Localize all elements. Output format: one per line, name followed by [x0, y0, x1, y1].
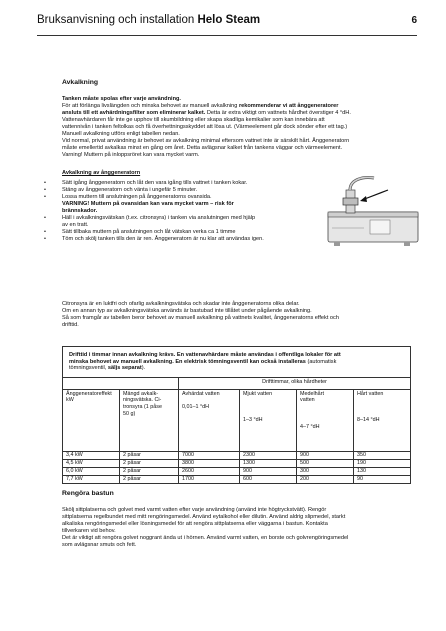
table-cell: 500 [297, 459, 354, 467]
column-header [179, 389, 240, 451]
title-regular: Bruksanvisning och installation [37, 14, 198, 26]
text-run: (automatisk [305, 358, 337, 365]
list-item [44, 228, 264, 236]
header-line [357, 404, 407, 411]
header-line [300, 404, 350, 411]
steam-generator-connection-illustration [300, 168, 420, 250]
table-row [63, 475, 411, 483]
descaling-heading: Avkalkning [62, 79, 99, 86]
header-line [300, 417, 350, 424]
table-cell: 6,0 kW [63, 467, 120, 475]
header-line: Medelhårt [300, 390, 324, 397]
paragraph-line: tillverkaren vid behov. [62, 527, 116, 534]
rinse-heading: Tanken måste spolas efter varje användning. [62, 96, 181, 102]
step-text: Lossa muttern till anslutningen på ånggeneratorns ovansida. [62, 193, 212, 200]
paragraph-line: drifttid. [62, 321, 79, 328]
text-run: måste emellertid avkalkas minst en gång om året. Detta avlägsnar kalket från tankens väggar och värmeelement. [62, 144, 343, 151]
steps-heading: Avkalkning av ånggeneratorn [62, 170, 141, 176]
table-cell: 600 [240, 475, 297, 483]
paragraph-line: Citronsyra är en luktfri och ofarlig avkalkningsvätska och skadar inte ånggeneratorns olika delar. [62, 301, 300, 307]
descaling-steps [44, 180, 264, 243]
hardness-span-header: Drifttimmar, olika hårdheter [179, 377, 411, 389]
header-line: 1–3 °dH [243, 417, 263, 424]
paragraph-line: som avlägsnar smuts och fett. [62, 541, 137, 548]
table-row [63, 459, 411, 467]
table-cell: 3800 [179, 459, 240, 467]
page-number: 6 [411, 15, 417, 26]
table-cell: 4,5 kW [63, 459, 120, 467]
paragraph-line: alkaliska rengöringsmedel eller lösningsmedel för att rengöra sittplatserna eller väggarna i bastun. Kontakta [62, 520, 328, 527]
bullet-icon: • [44, 214, 46, 221]
paragraph-line [62, 152, 351, 159]
bold-run: ansluts till ett avhärdningsfilter som eliminerar kalket. [62, 109, 206, 116]
header-line: tronsyra (1 påse [123, 403, 162, 410]
text-run: Detta är extra viktigt om vattnets hårdhet överstiger 4 °dH. [205, 109, 351, 116]
text-run: vattennivån i tanken feltolkas och få överhettningsskyddet att lösa ut. (Värmeelement går dock sönder efter ett tag.) [62, 123, 348, 130]
text-run: Manuell avkalkning utförs enligt tabellen nedan. [62, 130, 180, 137]
header-line [243, 411, 293, 418]
step-text: Sätt igång ånggeneratorn och låt den vara igång tills vattnet i tanken kokar. [62, 180, 248, 186]
paragraph-line [62, 138, 351, 145]
list-item [44, 214, 264, 222]
text-run: ). [141, 365, 146, 372]
paragraph-line: Det är viktigt att rengöra golvet noggrant ända ut i hörnen. Använd varmt vatten, en borste och golvrengöringsmedel [62, 534, 349, 541]
step-text: Töm och skölj tanken tills den är ren. Ånggeneratorn är nu klar att användas igen. [62, 235, 264, 242]
table-cell: 90 [354, 475, 411, 483]
paragraph-line: Så som framgår av tabellen beror behovet av manuell avkalkning på vattnets kvalitet, ånggeneratorns effekt och [62, 314, 339, 321]
paragraph-line [62, 117, 351, 124]
bullet-icon: • [44, 193, 46, 200]
table-header-row [63, 389, 411, 451]
table-cell: 7000 [179, 451, 240, 459]
list-item [62, 222, 264, 229]
paragraph-line [62, 145, 351, 152]
step-text: VARNING! Muttern på ovansidan kan vara mycket varm – risk för [62, 200, 234, 207]
list-item [44, 235, 264, 243]
citric-acid-paragraph [62, 301, 339, 329]
paragraph-line [62, 131, 351, 138]
table-cell: 2 påsar [120, 475, 179, 483]
note-line [69, 352, 404, 359]
table-cell: 200 [297, 475, 354, 483]
step-text: Sätt tillbaka muttern på anslutningen och låt vätskan verka ca 1 timme [62, 228, 236, 235]
paragraph-line [62, 110, 351, 117]
document-title [37, 14, 260, 26]
paragraph-line: Om en annan typ av avkalkningsvätska används är bastubad inte tillåtet under pågående avkalkning. [62, 307, 312, 314]
table-body [63, 451, 411, 483]
bullet-icon: • [44, 186, 46, 193]
cleaning-paragraph [62, 507, 348, 549]
paragraph-line [62, 103, 351, 110]
bullet-icon: • [44, 228, 46, 235]
table-cell: 130 [354, 467, 411, 475]
bold-run: minska behovet av manuell avkalkning. En elektrisk tömningsventil kan också installeras [69, 358, 306, 365]
table-cell: 190 [354, 459, 411, 467]
paragraph-line: Skölj sittplatserna och golvet med varmt vatten efter varje användning (använd inte högtryckstvätt). Rengör [62, 507, 327, 513]
cleaning-heading: Rengöra bastun [62, 490, 114, 497]
step-text: Stäng av ånggeneratorn och vänta i ungefär 5 minuter. [62, 186, 198, 193]
header-line: vatten [300, 397, 315, 404]
column-header [297, 389, 354, 451]
table-cell: 300 [297, 467, 354, 475]
header-line [357, 411, 407, 418]
table-cell: 2300 [240, 451, 297, 459]
header-line: Avhärdat vatten [182, 390, 220, 397]
text-run: Vid normal, privat användning är behovet av avkalkning minimal eftersom vattnet inte är särskilt hårt. Ånggeneratorn [62, 137, 350, 144]
header-line [357, 397, 407, 404]
header-line: kW [66, 397, 74, 404]
header-line: 4–7 °dH [300, 423, 320, 430]
header-line: 50 g) [123, 410, 136, 417]
header-line [243, 397, 293, 404]
bold-run: rekommenderar vi att ånggeneratorer [238, 103, 339, 109]
text-run: Varning! Muttern på inloppsröret kan vara mycket varm. [62, 151, 200, 158]
paragraph-line [62, 124, 351, 131]
header-line: Ånggeneratoreffekt [66, 390, 112, 397]
table-cell: 350 [354, 451, 411, 459]
table-cell: 7,7 kW [63, 475, 120, 483]
header-line: Mjukt vatten [243, 390, 273, 397]
bold-run: säljs separat [107, 365, 142, 372]
note-line [69, 365, 404, 372]
table-cell: 900 [297, 451, 354, 459]
table-cell: 2 påsar [120, 451, 179, 459]
header-line [182, 397, 236, 404]
descaling-paragraph [62, 103, 351, 159]
header-line [243, 404, 293, 411]
table-cell: 2600 [179, 467, 240, 475]
table-blank [63, 377, 179, 389]
title-bold: Helo Steam [197, 14, 261, 26]
table-cell: 3,4 kW [63, 451, 120, 459]
table-note [63, 347, 411, 378]
list-item [44, 193, 264, 201]
bullet-icon: • [44, 235, 46, 242]
table-cell: 1700 [179, 475, 240, 483]
header-line: Hårt vatten [357, 390, 384, 397]
column-header [240, 389, 297, 451]
table-cell: 2 påsar [120, 459, 179, 467]
text-run: tömningsventil, [69, 365, 108, 372]
column-header [354, 389, 411, 451]
step-text: Häll i avkalkningsvätskan (t.ex. citronsyra) i tanken via anslutningen med hjälp [62, 214, 256, 221]
header-line [300, 411, 350, 418]
descaling-table [62, 346, 410, 484]
table-row [63, 451, 411, 459]
note-line [69, 359, 404, 366]
bullet-icon: • [44, 180, 46, 186]
header-line: 0,01–1 °dH [182, 403, 210, 410]
step-text: av en tratt. [62, 221, 89, 228]
bold-run: Drifttid i timmar innan avkalkning krävs. En vattenavhärdare måste användas i offentliga lokaler för att [69, 352, 341, 358]
text-run: Vattenavhärdaren får inte ge upphov till skumbildning eller skapa skadliga kemikalier som kan innebära att [62, 116, 325, 123]
table-row [63, 467, 411, 475]
step-text: brännskador. [62, 207, 98, 214]
list-item [62, 201, 264, 208]
header-line: Mängd avkalk- [123, 390, 159, 397]
list-item [62, 208, 264, 215]
column-header [120, 389, 179, 451]
text-run: För att förlänga livslängden och minska behovet av manuell avkalkning [62, 103, 239, 109]
table-cell: 1300 [240, 459, 297, 467]
table-cell: 900 [240, 467, 297, 475]
list-item [44, 180, 264, 187]
list-item [44, 186, 264, 194]
header-rule [37, 35, 417, 36]
header-line: ningsvätska. Ci- [123, 397, 162, 404]
page-header [37, 13, 417, 33]
table-cell: 2 påsar [120, 467, 179, 475]
column-header [63, 389, 120, 451]
paragraph-line: sittplatserna regelbundet med mitt rengöringsmedel. Använd eytalkohol eller dilutin. Använd aldrig slipmedel, starkt [62, 513, 346, 520]
header-line: 8–14 °dH [357, 417, 380, 424]
